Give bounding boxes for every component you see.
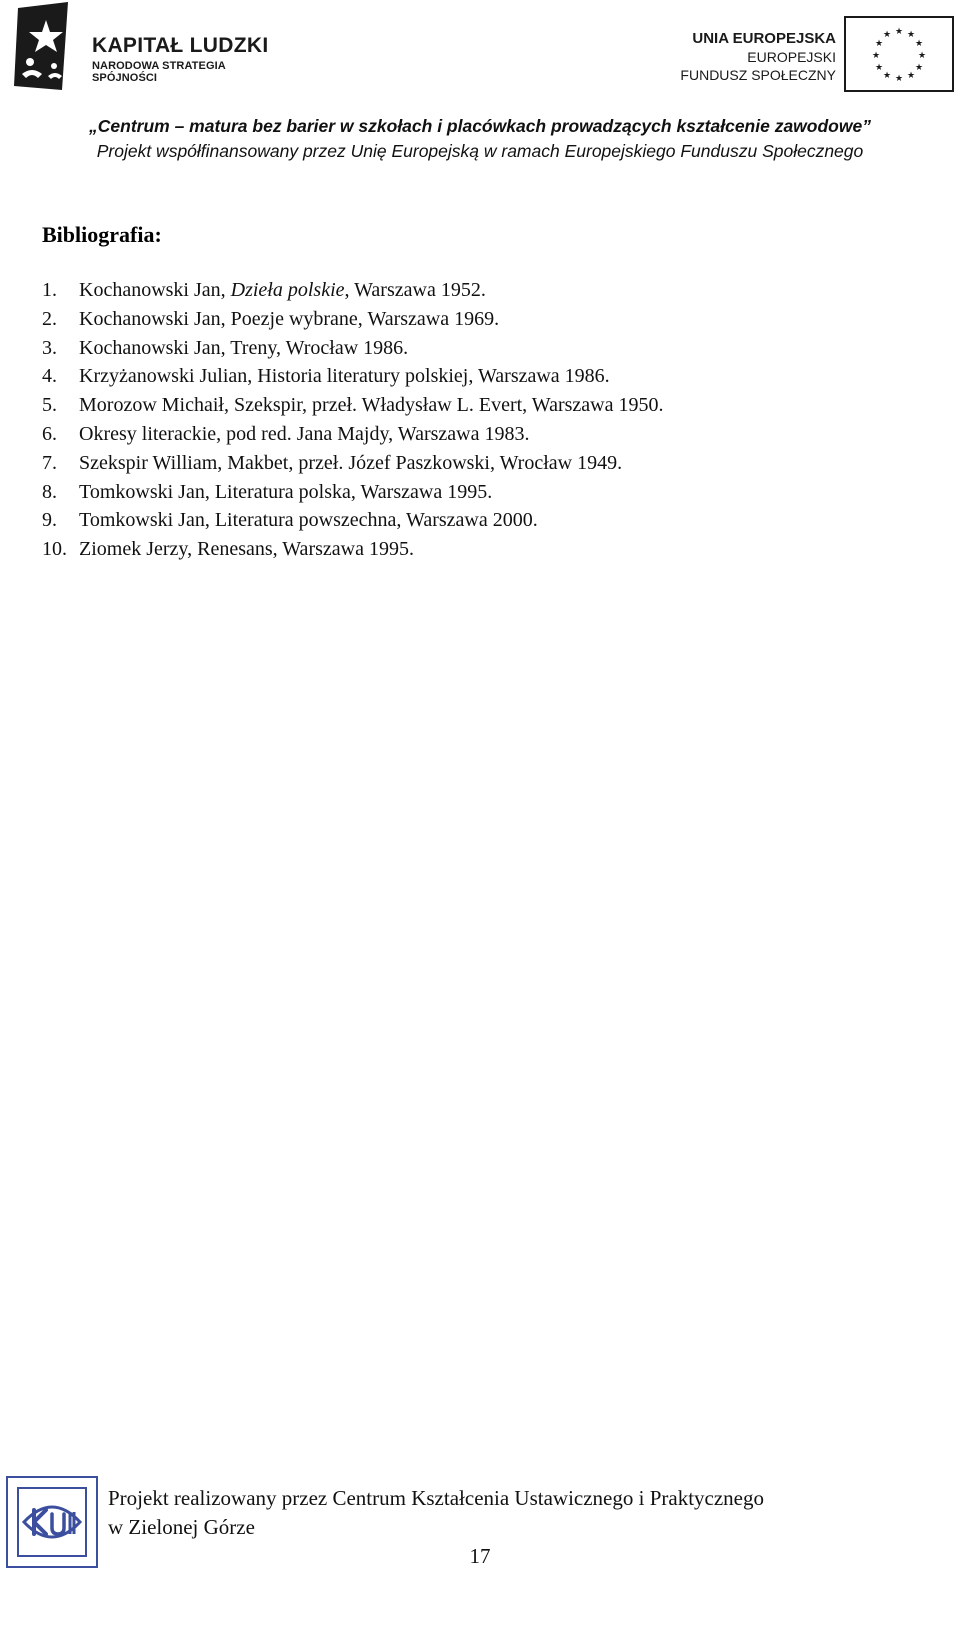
item-details: , Warszawa 1952. bbox=[344, 279, 486, 301]
list-item bbox=[42, 334, 663, 363]
item-number: 1. bbox=[42, 279, 57, 301]
svg-text:★: ★ bbox=[894, 74, 904, 84]
svg-text:★: ★ bbox=[906, 71, 916, 81]
list-item bbox=[42, 276, 663, 305]
project-title: „Centrum – matura bez barier w szkołach i placówkach prowadzących kształcenie zawodowe” bbox=[89, 116, 871, 136]
item-details: Historia literatury polskiej, Warszawa 1986. bbox=[257, 365, 610, 388]
item-author: Morozow Michaił, bbox=[79, 394, 234, 417]
list-item bbox=[42, 391, 663, 420]
eu-line-3: FUNDUSZ SPOŁECZNY bbox=[680, 67, 836, 83]
item-author: Kochanowski Jan, bbox=[79, 279, 231, 301]
svg-text:★: ★ bbox=[914, 63, 924, 73]
item-author: Okresy literackie, bbox=[79, 422, 227, 445]
item-author: Tomkowski Jan, bbox=[79, 480, 215, 503]
list-item bbox=[42, 362, 663, 391]
item-details: Literatura powszechna, Warszawa 2000. bbox=[214, 509, 538, 532]
item-author: Tomkowski Jan, bbox=[79, 509, 215, 532]
list-item bbox=[42, 420, 663, 449]
item-details: Szekspir, przeł. Władysław L. Evert, Warszawa 1950. bbox=[233, 394, 664, 417]
list-item bbox=[42, 478, 663, 507]
item-author: Ziomek Jerzy, bbox=[79, 538, 198, 561]
list-item bbox=[42, 506, 663, 535]
eu-line-1: UNIA EUROPEJSKA bbox=[692, 30, 836, 47]
project-subtitle: Projekt współfinansowany przez Unię Europejską w ramach Europejskiego Funduszu Społecznego bbox=[96, 141, 864, 161]
item-number: 8. bbox=[42, 480, 57, 503]
item-number: 2. bbox=[42, 307, 57, 330]
kapital-ludzki-title: KAPITAŁ LUDZKI bbox=[92, 34, 269, 57]
svg-text:★: ★ bbox=[906, 30, 916, 40]
item-details: Literatura polska, Warszawa 1995. bbox=[214, 480, 493, 503]
item-author: Krzyżanowski Julian, bbox=[79, 365, 258, 388]
item-title: Dzieła polskie bbox=[230, 279, 345, 301]
footer-line-1: Projekt realizowany przez Centrum Kształcenia Ustawicznego i Praktycznego bbox=[108, 1486, 764, 1510]
svg-text:★: ★ bbox=[874, 39, 884, 49]
svg-text:★: ★ bbox=[882, 71, 892, 81]
svg-text:★: ★ bbox=[874, 63, 884, 73]
svg-text:★: ★ bbox=[914, 39, 924, 49]
item-details: pod red. Jana Majdy, Warszawa 1983. bbox=[226, 422, 530, 445]
item-details: Makbet, przeł. Józef Paszkowski, Wrocław 1949. bbox=[227, 451, 623, 474]
eu-flag-icon bbox=[844, 16, 954, 92]
item-number: 10. bbox=[42, 538, 67, 561]
item-number: 7. bbox=[42, 451, 57, 474]
item-details: Poezje wybrane, Warszawa 1969. bbox=[230, 307, 500, 330]
item-author: Kochanowski Jan, bbox=[79, 336, 231, 359]
svg-text:★: ★ bbox=[871, 51, 881, 61]
kapital-ludzki-logo bbox=[8, 0, 288, 92]
item-details: Treny, Wrocław 1986. bbox=[230, 336, 409, 359]
list-item bbox=[42, 535, 663, 564]
item-author: Kochanowski Jan, bbox=[79, 307, 231, 330]
svg-text:★: ★ bbox=[917, 51, 927, 61]
item-author: Szekspir William, bbox=[79, 451, 228, 474]
list-item bbox=[42, 305, 663, 334]
item-number: 6. bbox=[42, 422, 57, 445]
svg-text:★: ★ bbox=[882, 30, 892, 40]
list-item bbox=[42, 449, 663, 478]
bibliography-heading: Bibliografia: bbox=[42, 222, 162, 247]
item-details: Renesans, Warszawa 1995. bbox=[197, 538, 414, 561]
page-number: 17 bbox=[469, 1544, 491, 1568]
item-number: 4. bbox=[42, 365, 57, 388]
star-people-icon bbox=[8, 0, 80, 92]
footer-line-2: w Zielonej Górze bbox=[108, 1515, 255, 1539]
item-number: 9. bbox=[42, 509, 57, 532]
item-number: 5. bbox=[42, 394, 57, 417]
bibliography-list bbox=[42, 276, 663, 564]
eu-logo bbox=[654, 16, 954, 98]
item-number: 3. bbox=[42, 336, 57, 359]
kapital-ludzki-subtitle: NARODOWA STRATEGIA SPÓJNOŚCI bbox=[92, 60, 226, 84]
eu-line-2: EUROPEJSKI bbox=[747, 49, 836, 65]
svg-text:★: ★ bbox=[894, 27, 904, 37]
eu-stars-icon bbox=[846, 18, 952, 90]
